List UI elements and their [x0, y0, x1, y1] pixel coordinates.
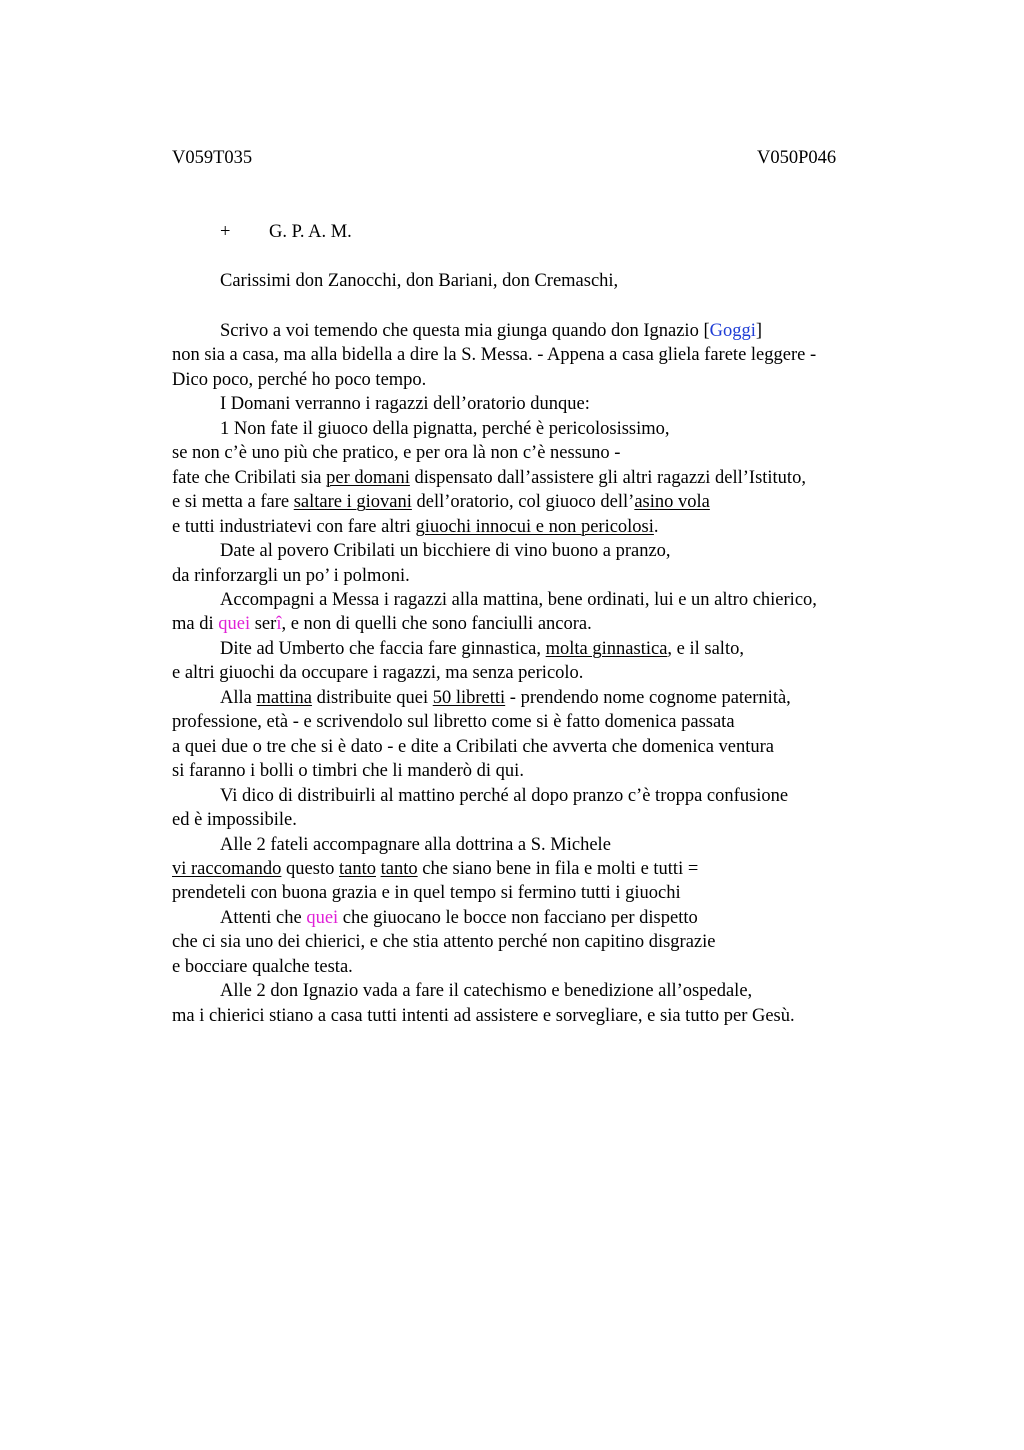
text-run: Alle 2 don Ignazio vada a fare il catechismo e benedizione all’ospedale,	[220, 981, 753, 1002]
underlined-text: asino vola	[634, 492, 710, 513]
invocation-initials: G. P. A. M.	[269, 222, 352, 242]
editorial-highlight: quei	[218, 614, 251, 635]
letter-line	[172, 392, 912, 416]
editorial-insertion: Goggi	[709, 321, 756, 341]
letter-line	[172, 490, 912, 514]
letter-line	[172, 759, 912, 783]
text-run: ma di	[172, 614, 219, 635]
underlined-text: vi raccomando	[172, 858, 282, 879]
text-run: Scrivo a voi temendo che questa mia giunga quando don Ignazio [	[220, 321, 710, 341]
letter-line	[172, 1004, 912, 1028]
letter-line	[172, 808, 912, 832]
text-run: Date al povero Cribilati un bicchiere di vino buono a pranzo,	[220, 541, 671, 562]
text-run: ed è impossibile.	[172, 810, 297, 831]
text-run: Dite ad Umberto che faccia fare ginnastica,	[220, 638, 546, 659]
underlined-text: 50 libretti	[432, 687, 506, 708]
letter-line	[172, 906, 912, 930]
editorial-highlight: quei	[306, 907, 339, 928]
letter-line	[172, 612, 912, 636]
text-run: e si metta a fare	[172, 492, 294, 513]
text-run: distribuite quei	[311, 687, 433, 708]
text-run: dispensato dall’assistere gli altri ragazzi dell’Istituto,	[409, 467, 806, 488]
letter-line	[172, 784, 912, 808]
letter-line	[172, 686, 912, 710]
letter-line	[172, 735, 912, 759]
underlined-text: tanto	[338, 858, 376, 879]
letter-line	[172, 857, 912, 881]
text-run: , e il salto,	[667, 638, 744, 659]
document-code-right: V050P046	[757, 148, 837, 168]
letter-body	[172, 319, 912, 1028]
letter-line	[172, 955, 912, 979]
letter-line	[172, 661, 912, 685]
text-run: a quei due o tre che si è dato - e dite a Cribilati che avverta che domenica ventura	[172, 736, 775, 757]
editorial-highlight: î	[276, 614, 282, 635]
text-run: non sia a casa, ma alla bidella a dire la S. Messa. - Appena a casa gliela farete leggere -	[172, 345, 817, 366]
text-run: e tutti industriatevi con fare altri	[172, 516, 416, 537]
text-run: Alle 2 fateli accompagnare alla dottrina a S. Michele	[220, 834, 611, 855]
letter-line	[172, 343, 912, 367]
text-run: dell’oratorio, col giuoco dell’	[411, 492, 635, 513]
text-run: professione, età - e scrivendolo sul libretto come si è fatto domenica passata	[172, 712, 735, 733]
letter-line	[172, 930, 912, 954]
text-run: prendeteli con buona grazia e in quel tempo si fermino tutti i giuochi	[172, 883, 681, 904]
text-run: che ci sia uno dei chierici, e che stia attento perché non capitino disgrazie	[172, 932, 716, 953]
text-run: e bocciare qualche testa.	[172, 956, 353, 977]
letter-line	[172, 441, 912, 465]
letter-line	[172, 588, 912, 612]
letter-line	[172, 466, 912, 490]
text-run: ma i chierici stiano a casa tutti intenti ad assistere e sorvegliare, e sia tutto per Gesù.	[172, 1005, 795, 1026]
text-run: - prendendo nome cognome paternità,	[505, 687, 791, 708]
letter-line	[172, 710, 912, 734]
text-run: Dico poco, perché ho poco tempo.	[172, 369, 427, 390]
text-run: Accompagni a Messa i ragazzi alla mattina, bene ordinati, lui e un altro chierico,	[220, 589, 817, 610]
cross-symbol: +	[220, 222, 231, 242]
text-run: e altri giuochi da occupare i ragazzi, ma senza pericolo.	[172, 663, 584, 684]
text-run: .	[653, 516, 659, 537]
letter-line	[172, 881, 912, 905]
text-run: ]	[755, 321, 763, 341]
letter-line	[172, 637, 912, 661]
letter-line	[172, 319, 912, 343]
underlined-text: per domani	[326, 467, 410, 488]
letter-line	[172, 979, 912, 1003]
letter-line	[172, 368, 912, 392]
underlined-text: molta ginnastica	[545, 638, 668, 659]
text-run: che siano bene in fila e molti e tutti =	[417, 858, 699, 879]
underlined-text: saltare i giovani	[293, 492, 412, 513]
letter-line	[172, 564, 912, 588]
text-run: Vi dico di distribuirli al mattino perché al dopo pranzo c’è troppa confusione	[220, 785, 789, 806]
text-run: si faranno i bolli o timbri che li manderò di qui.	[172, 761, 524, 782]
letter-line	[172, 539, 912, 563]
letter-line	[172, 833, 912, 857]
text-run: se non c’è uno più che pratico, e per ora là non c’è nessuno -	[172, 443, 621, 464]
text-run: I Domani verranno i ragazzi dell’oratorio dunque:	[220, 394, 590, 415]
underlined-text: tanto	[380, 858, 418, 879]
letter-line	[172, 515, 912, 539]
text-run: fate che Cribilati sia	[172, 467, 327, 488]
text-run: 1 Non fate il giuoco della pignatta, perché è pericolosissimo,	[220, 418, 670, 439]
text-run: questo	[281, 858, 339, 879]
text-run: , e non di quelli che sono fanciulli ancora.	[281, 614, 592, 635]
underlined-text: mattina	[256, 687, 312, 708]
text-run: Attenti che	[220, 907, 307, 928]
text-run: che giuocano le bocce non facciano per dispetto	[338, 907, 698, 928]
underlined-text: giuochi innocui e non pericolosi	[415, 516, 654, 537]
letter-line	[172, 417, 912, 441]
text-run: da rinforzargli un po’ i polmoni.	[172, 565, 410, 586]
text-run: Alla	[220, 687, 257, 708]
document-code-left: V059T035	[172, 148, 253, 168]
text-run: ser	[250, 614, 277, 635]
letter-salutation: Carissimi don Zanocchi, don Bariani, don Cremaschi,	[220, 271, 619, 291]
